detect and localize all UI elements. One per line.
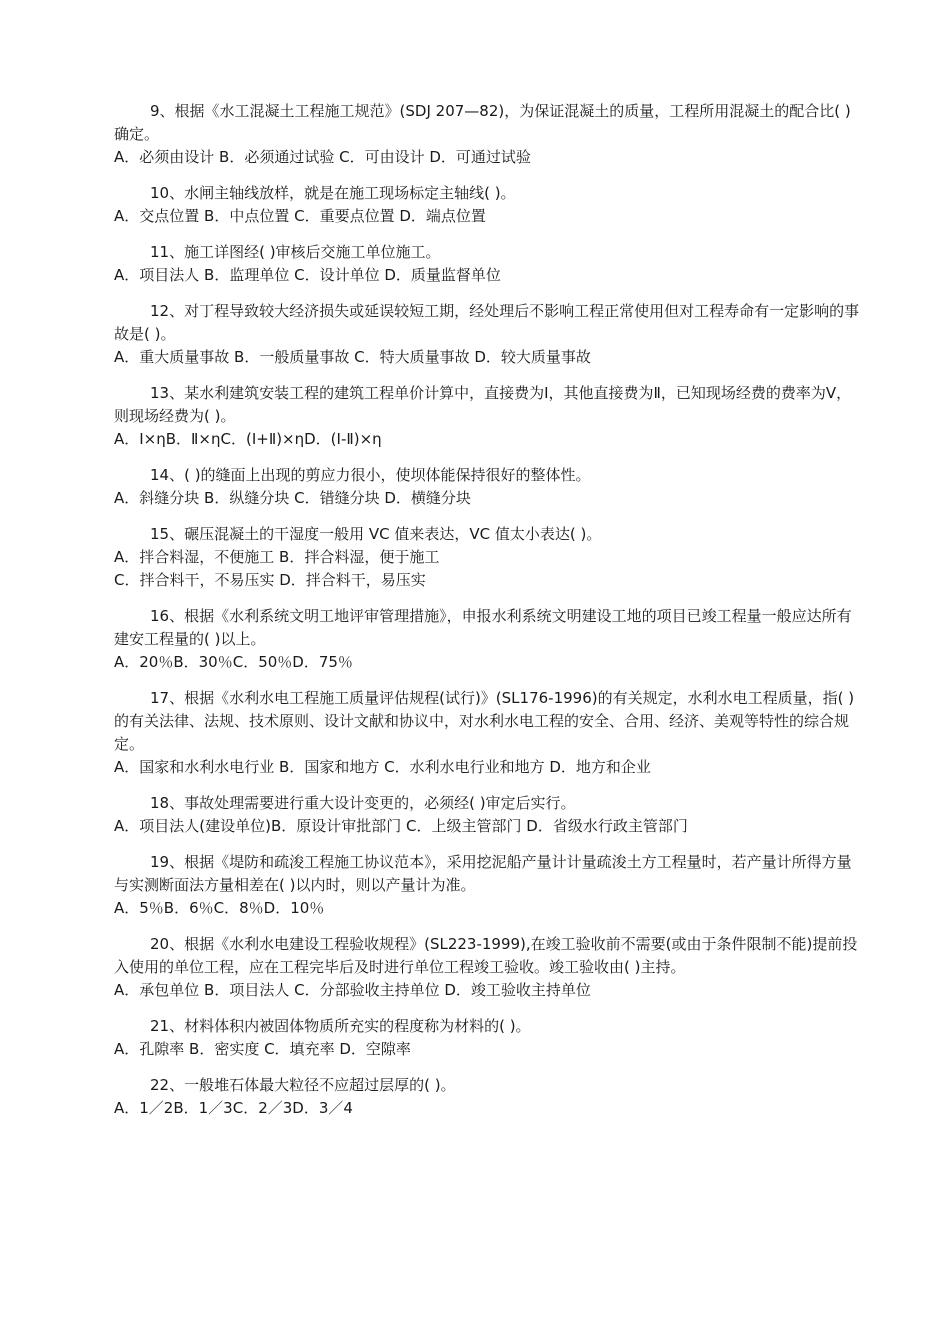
question-stem: 9、根据《水工混凝土工程施工规范》(SDJ 207—82)，为保证混凝土的质量，工程所用混凝土的配合比( )确定。 <box>114 102 851 143</box>
question-options: A．1／2B．1／3C．2／3D．3／4 <box>114 1099 353 1117</box>
question-20 <box>114 933 864 1002</box>
question-stem: 21、材料体积内被固体物质所充实的程度称为材料的( )。 <box>150 1017 531 1035</box>
question-10 <box>114 182 864 228</box>
question-options: A．20％B．30％C．50％D．75％ <box>114 653 353 671</box>
question-stem: 14、( )的缝面上出现的剪应力很小，使坝体能保持很好的整体性。 <box>150 466 591 484</box>
question-options: A．Ⅰ×ηB．Ⅱ×ηC．(Ⅰ+Ⅱ)×ηD．(Ⅰ-Ⅱ)×η <box>114 430 382 448</box>
question-options: A．国家和水利水电行业 B．国家和地方 C．水利水电行业和地方 D．地方和企业 <box>114 758 651 776</box>
question-19 <box>114 851 864 920</box>
question-options: A．5％B．6％C．8％D．10％ <box>114 899 325 917</box>
question-stem: 17、根据《水利水电工程施工质量评估规程(试行)》(SL176-1996)的有关规定，水利水电工程质量，指( )的有关法律、法规、技术原则、设计文献和协议中，对水利水电工程的安全、合用、经济、美观等特性的综合规定。 <box>114 689 855 753</box>
question-options: A．承包单位 B．项目法人 C．分部验收主持单位 D．竣工验收主持单位 <box>114 981 591 999</box>
question-stem: 19、根据《堤防和疏浚工程施工协议范本》，采用挖泥船产量计计量疏浚土方工程量时，若产量计所得方量与实测断面法方量相差在( )以内时，则以产量计为准。 <box>114 853 852 894</box>
question-9 <box>114 100 864 169</box>
document-page <box>114 100 864 1133</box>
question-22 <box>114 1074 864 1120</box>
question-stem: 13、某水利建筑安装工程的建筑工程单价计算中，直接费为Ⅰ，其他直接费为Ⅱ，已知现场经费的费率为Ⅴ，则现场经费为( )。 <box>114 384 852 425</box>
question-11 <box>114 241 864 287</box>
question-stem: 15、碾压混凝土的干湿度一般用 VC 值来表达，VC 值太小表达( )。 <box>150 525 602 543</box>
question-options: A．交点位置 B．中点位置 C．重要点位置 D．端点位置 <box>114 207 486 225</box>
question-15 <box>114 523 864 592</box>
question-options: A．必须由设计 B．必须通过试验 C．可由设计 D．可通过试验 <box>114 148 531 166</box>
question-stem: 20、根据《水利水电建设工程验收规程》(SL223-1999),在竣工验收前不需要(或由于条件限制不能)提前投入使用的单位工程，应在工程完毕后及时进行单位工程竣工验收。竣工验收由( )主持。 <box>114 935 858 976</box>
question-13 <box>114 382 864 451</box>
question-stem: 10、水闸主轴线放样，就是在施工现场标定主轴线( )。 <box>150 184 516 202</box>
question-options: A．斜缝分块 B．纵缝分块 C．错缝分块 D．横缝分块 <box>114 489 471 507</box>
question-stem: 18、事故处理需要进行重大设计变更的，必须经( )审定后实行。 <box>150 794 576 812</box>
question-options: C．拌合料干，不易压实 D．拌合料干，易压实 <box>114 571 426 589</box>
question-stem: 16、根据《水利系统文明工地评审管理措施》，申报水利系统文明建设工地的项目已竣工程量一般应达所有建安工程量的( )以上。 <box>114 607 852 648</box>
question-16 <box>114 605 864 674</box>
question-18 <box>114 792 864 838</box>
question-14 <box>114 464 864 510</box>
question-stem: 12、对丁程导致较大经济损失或延误较短工期，经处理后不影响工程正常使用但对工程寿命有一定影响的事故是( )。 <box>114 302 860 343</box>
question-17 <box>114 687 864 779</box>
question-options: A．重大质量事故 B．一般质量事故 C．特大质量事故 D．较大质量事故 <box>114 348 591 366</box>
question-12 <box>114 300 864 369</box>
question-options: A．拌合料湿，不便施工 B．拌合料湿，便于施工 <box>114 548 440 566</box>
question-stem: 22、一般堆石体最大粒径不应超过层厚的( )。 <box>150 1076 456 1094</box>
question-stem: 11、施工详图经( )审核后交施工单位施工。 <box>150 243 441 261</box>
question-options: A．孔隙率 B．密实度 C．填充率 D．空隙率 <box>114 1040 411 1058</box>
question-options: A．项目法人(建设单位)B．原设计审批部门 C．上级主管部门 D．省级水行政主管部门 <box>114 817 688 835</box>
question-21 <box>114 1015 864 1061</box>
question-options: A．项目法人 B．监理单位 C．设计单位 D．质量监督单位 <box>114 266 501 284</box>
